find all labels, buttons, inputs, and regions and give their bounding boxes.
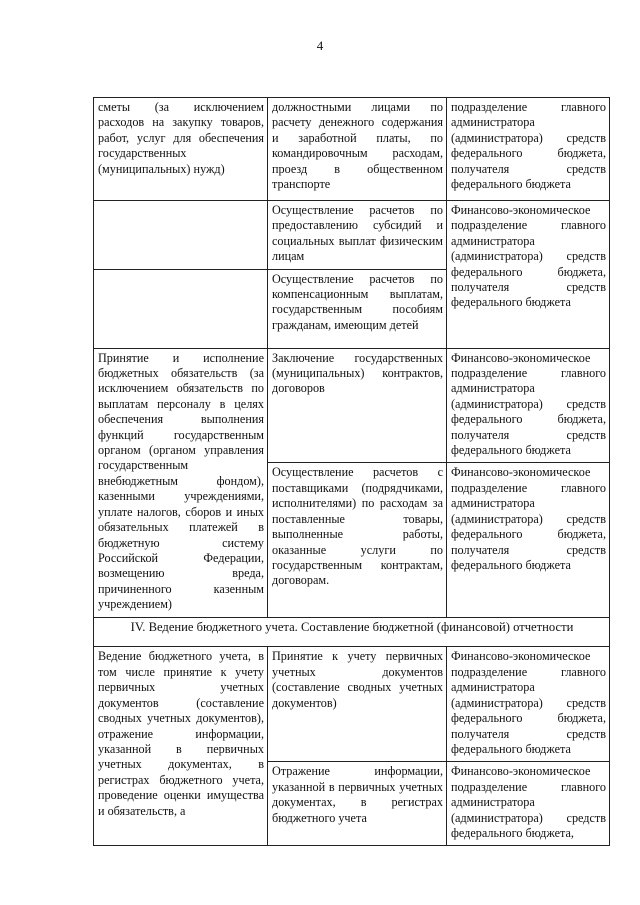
table-cell: Финансово-экономическое подразделение главного администратора (администратора) средств федерального бюджета, получателя средств федерального бюджета	[447, 463, 610, 618]
table-cell: Осуществление расчетов по компенсационным выплатам, государственным пособиям гражданам, имеющим детей	[268, 269, 447, 348]
table-cell: Осуществление расчетов по предоставлению субсидий и социальных выплат физическим лицам	[268, 201, 447, 270]
section-row	[94, 618, 610, 647]
table-row	[94, 348, 610, 463]
table-cell	[94, 269, 268, 348]
table-cell: Ведение бюджетного учета, в том числе принятие к учету первичных учетных документов (составление сводных учетных документов), отражение информации, указанной в первичных учетных документах, в регистрах бюджетного учета, проведение оценки имущества и обязательств, а	[94, 647, 268, 846]
page-number: 4	[316, 38, 324, 53]
table-row	[94, 647, 610, 762]
table-cell: Принятие к учету первичных учетных документов (составление сводных учетных документов)	[268, 647, 447, 762]
table-cell: Осуществление расчетов с поставщиками (подрядчиками, исполнителями) по расходам за поставленные товары, выполненные работы, оказанные услуги по государственным контрактам, договорам.	[268, 463, 447, 618]
table-cell: Финансово-экономическое подразделение главного администратора (администратора) средств федерального бюджета, получателя средств федерального бюджета	[447, 348, 610, 463]
table-cell: должностными лицами по расчету денежного содержания и заработной платы, по командировочным расходам, проезд в общественном транспорте	[268, 98, 447, 201]
table-row	[94, 98, 610, 201]
responsibility-table	[93, 97, 610, 846]
table-cell: Финансово-экономическое подразделение главного администратора (администратора) средств федерального бюджета,	[447, 762, 610, 846]
table-cell: Принятие и исполнение бюджетных обязательств (за исключением обязательств по выплатам персоналу в целях обеспечения выполнения функций государственным органом (органом управления государственным внебюджетным фондом), казенными учреждениями, уплате налогов, сборов и иных обязательных платежей в бюджетную систему Российской Федерации, возмещению вреда, причиненного казенным учреждением)	[94, 348, 268, 618]
table-cell: Финансово-экономическое подразделение главного администратора (администратора) средств федерального бюджета, получателя средств федерального бюджета	[447, 201, 610, 349]
table-cell: сметы (за исключением расходов на закупку товаров, работ, услуг для обеспечения государственных (муниципальных) нужд)	[94, 98, 268, 201]
table-cell: Финансово-экономическое подразделение главного администратора (администратора) средств федерального бюджета, получателя средств федерального бюджета	[447, 647, 610, 762]
table-cell: Заключение государственных (муниципальных) контрактов, договоров	[268, 348, 447, 463]
table-cell	[94, 201, 268, 270]
table-cell: Отражение информации, указанной в первичных учетных документах, в регистрах бюджетного учета	[268, 762, 447, 846]
table-cell: подразделение главного администратора (администратора) средств федерального бюджета, получателя средств федерального бюджета	[447, 98, 610, 201]
table-row	[94, 201, 610, 270]
section-heading: IV. Ведение бюджетного учета. Составление бюджетной (финансовой) отчетности	[94, 618, 610, 647]
